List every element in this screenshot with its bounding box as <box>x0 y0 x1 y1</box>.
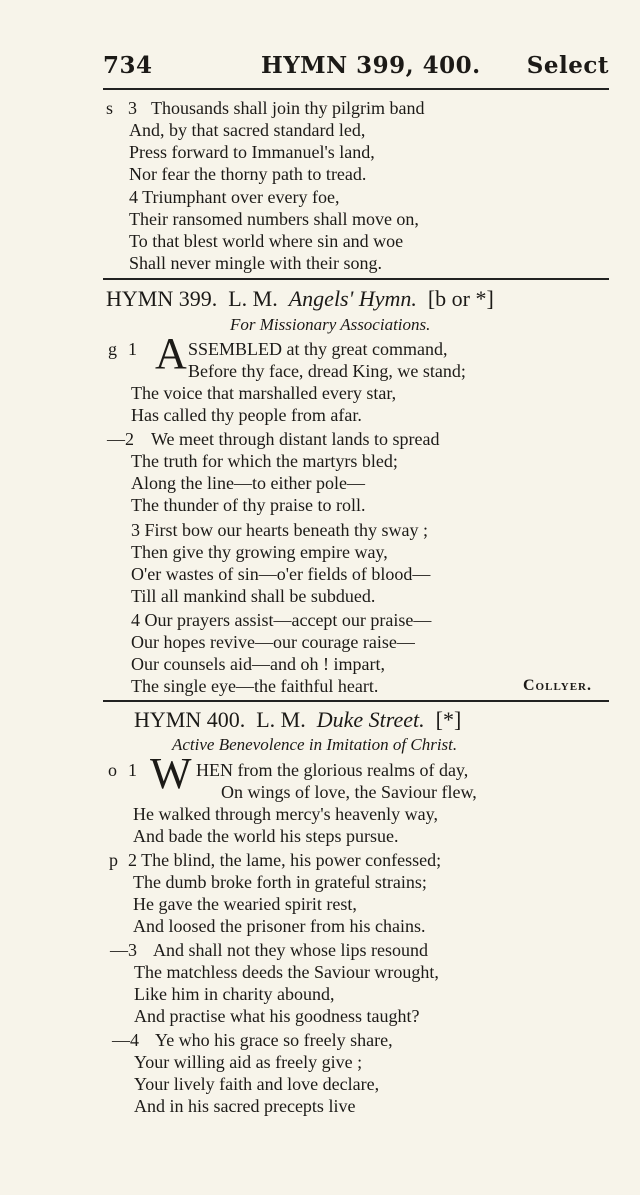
verse-line: Your lively faith and love declare, <box>134 1074 380 1094</box>
verse-number: 1 <box>128 760 137 780</box>
verse-line: Ye who his grace so freely share, <box>155 1030 393 1050</box>
header-rule <box>103 88 609 90</box>
verse-number: 3 <box>128 98 137 118</box>
verse-line: Your willing aid as freely give ; <box>134 1052 363 1072</box>
verse-line: And bade the world his steps pursue. <box>133 826 399 846</box>
dynamic-mark: p <box>109 850 118 870</box>
verse-line: Along the line—to either pole— <box>131 473 365 493</box>
hymn-meter: L. M. <box>256 707 306 732</box>
verse-line: 3 First bow our hearts beneath thy sway ; <box>131 520 428 540</box>
verse-line: He gave the wearied spirit rest, <box>133 894 357 914</box>
verse-line: The matchless deeds the Saviour wrought, <box>134 962 439 982</box>
verse-line: The single eye—the faithful heart. <box>131 676 379 696</box>
verse-line: 4 Our prayers assist—accept our praise— <box>131 610 432 630</box>
verse-number: —3 <box>110 940 137 960</box>
drop-capital: A <box>155 329 187 378</box>
verse-line: And, by that sacred standard led, <box>129 120 366 140</box>
verse-line: Before thy face, dread King, we stand; <box>188 361 466 381</box>
verse-line: Shall never mingle with their song. <box>129 253 382 273</box>
verse-line: 2 The blind, the lame, his power confessed; <box>128 850 442 870</box>
verse-line: The truth for which the martyrs bled; <box>131 451 398 471</box>
verse-line: Our hopes revive—our courage raise— <box>131 632 415 652</box>
hymn-meter: L. M. <box>228 286 278 311</box>
verse-line: O'er wastes of sin—o'er fields of blood— <box>131 564 431 584</box>
hymn-number: HYMN 399. <box>106 286 218 311</box>
section-title: Select <box>526 52 609 79</box>
author-attribution: Collyer. <box>523 677 592 694</box>
hymn-heading <box>106 286 494 312</box>
verse-line: And practise what his goodness taught? <box>134 1006 420 1026</box>
hymn-heading <box>134 707 461 733</box>
hymn-divider <box>103 278 609 280</box>
tune-marks: [b or *] <box>427 286 494 311</box>
verse-line: The dumb broke forth in grateful strains; <box>133 872 427 892</box>
verse-line: HEN from the glorious realms of day, <box>196 760 469 780</box>
verse-line: Their ransomed numbers shall move on, <box>129 209 419 229</box>
tune-name: Angels' Hymn. <box>288 286 417 311</box>
verse-line: 4 Triumphant over every foe, <box>129 187 340 207</box>
verse-line: To that blest world where sin and woe <box>129 231 404 251</box>
verse-number: —2 <box>107 429 134 449</box>
hymn-subtitle: Active Benevolence in Imitation of Christ. <box>172 735 458 754</box>
drop-capital: W <box>150 749 192 798</box>
verse-line: We meet through distant lands to spread <box>151 429 440 449</box>
verse-line: Till all mankind shall be subdued. <box>131 586 376 606</box>
tune-name: Duke Street. <box>316 707 425 732</box>
running-title: HYMN 399, 400. <box>261 52 481 79</box>
verse-line: Thousands shall join thy pilgrim band <box>151 98 425 118</box>
hymn-subtitle: For Missionary Associations. <box>230 315 431 334</box>
verse-line: And loosed the prisoner from his chains. <box>133 916 426 936</box>
verse-line: Then give thy growing empire way, <box>131 542 388 562</box>
verse-line: On wings of love, the Saviour flew, <box>221 782 477 802</box>
verse-number: 1 <box>128 339 137 359</box>
verse-line: Like him in charity abound, <box>134 984 335 1004</box>
verse-line: And shall not they whose lips resound <box>153 940 428 960</box>
verse-line: Press forward to Immanuel's land, <box>129 142 375 162</box>
hymn-divider <box>103 700 609 702</box>
verse-line: Has called thy people from afar. <box>131 405 362 425</box>
verse-line: And in his sacred precepts live <box>134 1096 356 1116</box>
verse-line: The voice that marshalled every star, <box>131 383 397 403</box>
verse-number: —4 <box>112 1030 139 1050</box>
verse-line: The thunder of thy praise to roll. <box>131 495 366 515</box>
running-header <box>103 52 609 84</box>
page-number: 734 <box>103 52 153 79</box>
verse-line: Nor fear the thorny path to tread. <box>129 164 367 184</box>
tune-marks: [*] <box>435 707 462 732</box>
verse-line: He walked through mercy's heavenly way, <box>133 804 438 824</box>
hymn-number: HYMN 400. <box>134 707 246 732</box>
verse-line: SSEMBLED at thy great command, <box>188 339 448 359</box>
dynamic-mark: s <box>106 98 114 118</box>
dynamic-mark: g <box>108 339 117 359</box>
verse-line: Our counsels aid—and oh ! impart, <box>131 654 385 674</box>
dynamic-mark: o <box>108 760 117 780</box>
